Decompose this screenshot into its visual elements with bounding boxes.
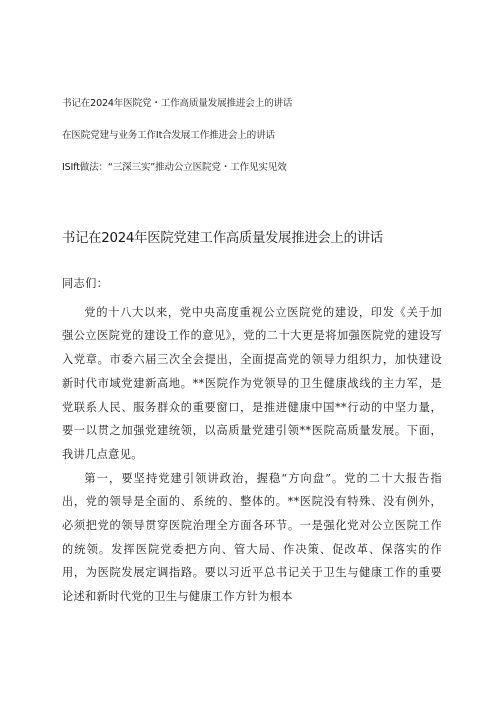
- paragraph-2: 第一，要坚持党建引领讲政治，握稳“方向盘”。党的二十大报告指出，党的领导是全面的、系统的、整体的。**医院没有特殊、没有例外，必须把党的领导贯穿医院治理全方面各环节。一是强化党对公立医院工作的统领。发挥医院党委把方向、管大局、作决策、促改革、保落实的作用，为医院发展定调指路。要以习近平总书记关于卫生与健康工作的重要论述和新时代党的卫生与健康工作方针为根本: [62, 471, 442, 604]
- document-body: [62, 272, 442, 609]
- document-title: 书记在2024年医院党建工作高质量发展推进会上的讲话: [62, 231, 383, 246]
- salutation: 同志们：: [62, 277, 109, 290]
- paragraph-1: 党的十八大以来，党中央高度重视公立医院党的建设，印发《关于加强公立医院党的建设工作的意见》，党的二十大更是将加强医院党的建设写入党章。市委六届三次全会提出，全面提高党的领导力组织力，加快建设新时代市域党建新高地。**医院作为党领导的卫生健康战线的主力军，是党联系人民、服务群众的重要窗口，是推进健康中国**行动的中坚力量，要一以贯之加强党建统领，以高质量党建引领**医院高质量发展。下面，我讲几点意见。: [62, 305, 442, 461]
- toc-list: [62, 97, 462, 193]
- toc-item[interactable]: ISIft做法：“三深三实”推动公立医院党・工作见实见效: [62, 162, 287, 173]
- toc-item[interactable]: 在医院党建与业务工作It合发展工作推进会上的讲话: [62, 130, 275, 141]
- toc-item[interactable]: 书记在2024年医院党・工作高质量发展推进会上的讲话: [62, 98, 293, 109]
